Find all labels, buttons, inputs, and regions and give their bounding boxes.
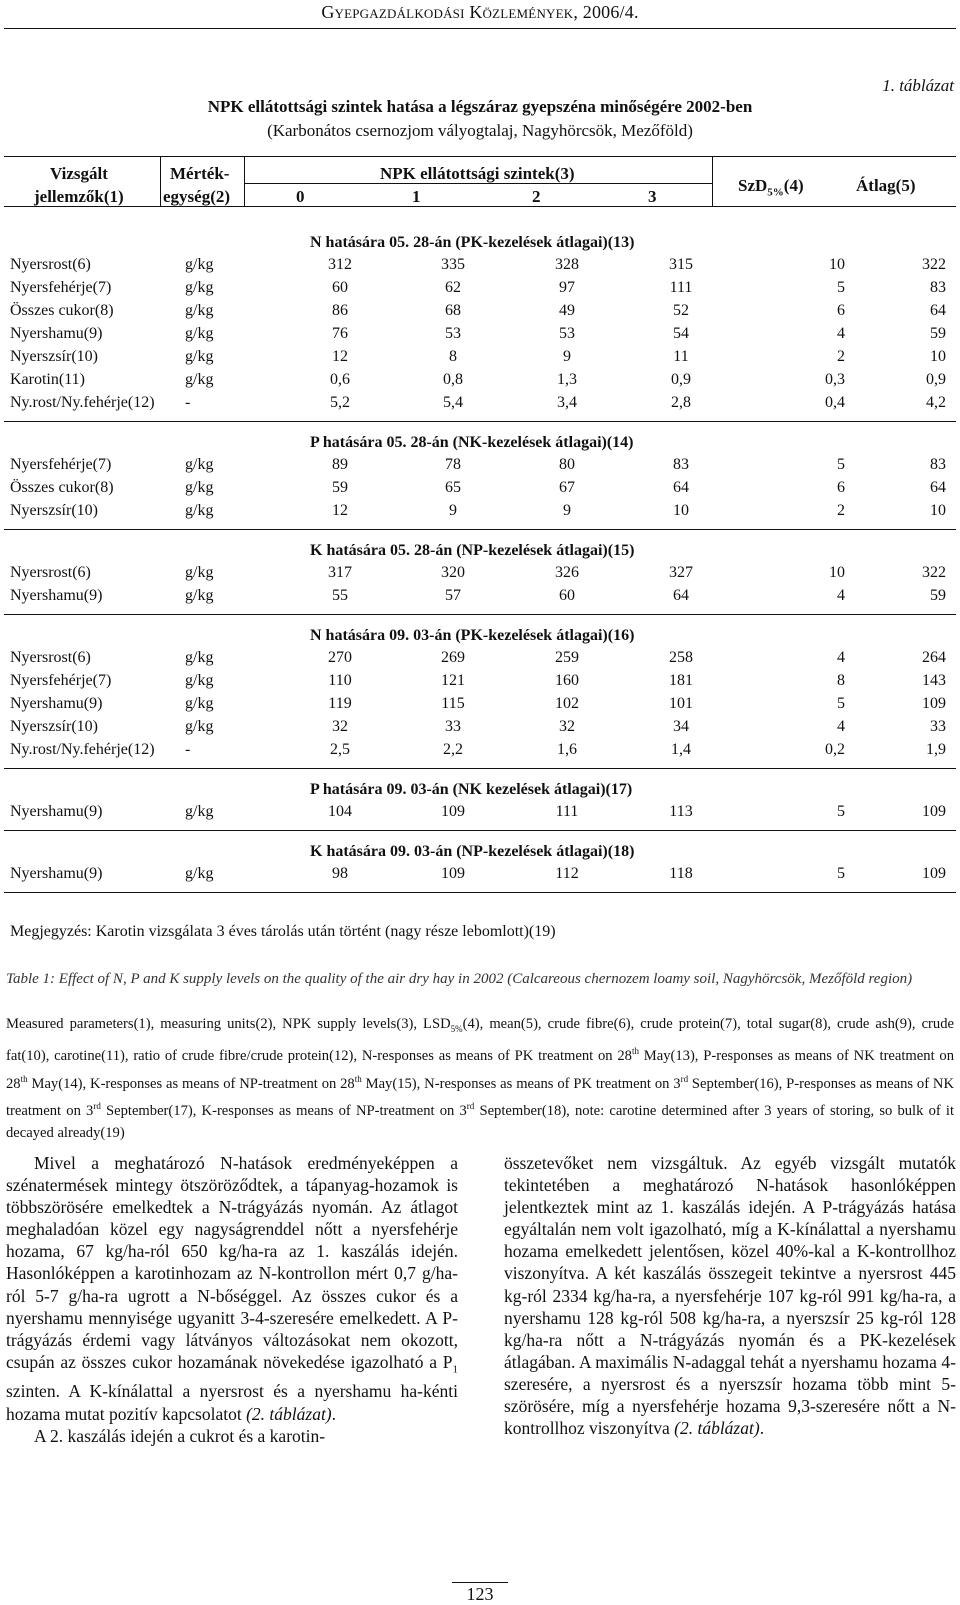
row-value-level-2: 111 bbox=[555, 803, 579, 820]
section-rule bbox=[4, 529, 956, 530]
row-value-level-2: 67 bbox=[559, 479, 575, 496]
row-parameter: Ny.rost/Ny.fehérje(12) bbox=[10, 741, 155, 758]
section-title-row bbox=[0, 540, 960, 562]
header-szd bbox=[738, 176, 804, 198]
row-value-level-0: 104 bbox=[328, 803, 352, 820]
row-unit: g/kg bbox=[185, 803, 214, 820]
body-p1-end: . bbox=[331, 1403, 337, 1424]
row-unit: g/kg bbox=[185, 256, 214, 273]
legend-sup-rd-2: rd bbox=[93, 1101, 101, 1112]
row-parameter: Nyersfehérje(7) bbox=[10, 279, 112, 296]
row-unit: g/kg bbox=[185, 371, 214, 388]
row-lsd: 6 bbox=[837, 302, 845, 319]
row-value-level-3: 11 bbox=[673, 348, 689, 365]
row-value-level-0: 2,5 bbox=[330, 741, 350, 758]
row-lsd: 4 bbox=[837, 325, 845, 342]
row-lsd: 4 bbox=[837, 718, 845, 735]
legend-part-b: (4), mean(5), crude fibre(6), crude protein(7), total sugar(8), crude ash(9), crude fat(10), carotine(11), ratio of crude fibre/crude protein(12), N-responses as means of PK treatment on 28 bbox=[6, 1016, 954, 1065]
legend-part-c: May(13), P-responses as means of NK treatment on 28 bbox=[6, 1048, 954, 1092]
row-average: 109 bbox=[922, 695, 946, 712]
table-row bbox=[0, 585, 960, 608]
row-value-level-2: 1,6 bbox=[557, 741, 577, 758]
row-value-level-2: 32 bbox=[559, 718, 575, 735]
row-lsd: 2 bbox=[837, 502, 845, 519]
row-value-level-0: 119 bbox=[328, 695, 352, 712]
body-p1-text-a: Mivel a meghatározó N-hatások eredményeképpen a szénatermések mintegy ötszöröződtek, a tápanyag-hozamok is többszörösére emelkedtek a N-trágyázás nyomán. Az átlagot meghaladóan közel egy nagyságrenddel nőtt a nyersfehérje hozama, 67 kg/ha-ról 650 kg/ha-ra az 1. kaszálás idején. Hasonlóképpen a karotinhozam az N-kontrollon mért 0,7 g/ha-ról 5-7 g/ha-ra ugrott a N-bőséggel. Az összes cukor és a nyershamu mennyisége ugyanitt 3-4-szeresére emelkedett. A P-trágyázás érdemi vagy látványos változásokat nem okozott, csupán az összes cukor hozamának növekedése igazolható a P bbox=[6, 1153, 458, 1372]
legend-sup-th-2: th bbox=[20, 1073, 28, 1084]
row-value-level-2: 53 bbox=[559, 325, 575, 342]
row-unit: g/kg bbox=[185, 649, 214, 666]
row-average: 83 bbox=[930, 279, 946, 296]
row-value-level-3: 34 bbox=[673, 718, 689, 735]
header-rule bbox=[4, 28, 956, 29]
row-value-level-2: 326 bbox=[555, 564, 579, 581]
section-rule bbox=[4, 614, 956, 615]
row-value-level-1: 68 bbox=[445, 302, 461, 319]
table-row bbox=[0, 277, 960, 300]
section-title-row bbox=[0, 432, 960, 454]
header-divider-1 bbox=[160, 157, 161, 206]
section-title-row bbox=[0, 779, 960, 801]
row-value-level-3: 64 bbox=[673, 587, 689, 604]
header-divider-3 bbox=[712, 157, 713, 206]
section-rule bbox=[4, 830, 956, 831]
table-row bbox=[0, 562, 960, 585]
body-paragraph-1 bbox=[6, 1152, 458, 1425]
header-col2-line2: egység(2) bbox=[163, 187, 231, 206]
legend-part-a: Measured parameters(1), measuring units(2), NPK supply levels(3), LSD bbox=[6, 1016, 451, 1032]
row-value-level-3: 64 bbox=[673, 479, 689, 496]
row-average: 1,9 bbox=[926, 741, 946, 758]
row-unit: g/kg bbox=[185, 672, 214, 689]
table-row bbox=[0, 693, 960, 716]
row-value-level-1: 269 bbox=[441, 649, 465, 666]
row-value-level-0: 0,6 bbox=[330, 371, 350, 388]
body-column-left bbox=[6, 1152, 458, 1447]
header-col1-line2: jellemzők(1) bbox=[34, 187, 124, 206]
row-lsd: 5 bbox=[837, 695, 845, 712]
row-value-level-2: 60 bbox=[559, 587, 575, 604]
row-value-level-1: 109 bbox=[441, 865, 465, 882]
section-title: P hatására 09. 03-án (NK kezelések átlagai)(17) bbox=[310, 781, 633, 798]
row-value-level-2: 160 bbox=[555, 672, 579, 689]
body-p3-end: . bbox=[759, 1418, 765, 1439]
row-parameter: Nyersrost(6) bbox=[10, 256, 91, 273]
row-lsd: 5 bbox=[837, 456, 845, 473]
row-unit: g/kg bbox=[185, 502, 214, 519]
row-value-level-0: 86 bbox=[332, 302, 348, 319]
section-rule bbox=[4, 421, 956, 422]
header-level-3: 3 bbox=[648, 187, 657, 206]
row-parameter: Összes cukor(8) bbox=[10, 302, 114, 319]
row-value-level-3: 111 bbox=[669, 279, 693, 296]
header-level-2: 2 bbox=[532, 187, 541, 206]
row-value-level-3: 327 bbox=[669, 564, 693, 581]
row-value-level-2: 328 bbox=[555, 256, 579, 273]
row-parameter: Nyersrost(6) bbox=[10, 564, 91, 581]
table-number: 1. táblázat bbox=[882, 76, 954, 95]
row-value-level-1: 335 bbox=[441, 256, 465, 273]
footer-rule bbox=[452, 1582, 508, 1583]
row-lsd: 4 bbox=[837, 649, 845, 666]
row-lsd: 0,3 bbox=[825, 371, 845, 388]
header-average: Átlag(5) bbox=[856, 176, 916, 195]
section-rule bbox=[4, 892, 956, 893]
table-row bbox=[0, 346, 960, 369]
row-lsd: 5 bbox=[837, 865, 845, 882]
row-parameter: Nyershamu(9) bbox=[10, 587, 103, 604]
row-unit: g/kg bbox=[185, 695, 214, 712]
row-value-level-1: 109 bbox=[441, 803, 465, 820]
row-unit: g/kg bbox=[185, 302, 214, 319]
row-parameter: Ny.rost/Ny.fehérje(12) bbox=[10, 394, 155, 411]
row-value-level-0: 59 bbox=[332, 479, 348, 496]
row-value-level-3: 54 bbox=[673, 325, 689, 342]
row-value-level-2: 1,3 bbox=[557, 371, 577, 388]
row-value-level-1: 320 bbox=[441, 564, 465, 581]
row-parameter: Nyersfehérje(7) bbox=[10, 672, 112, 689]
row-value-level-1: 33 bbox=[445, 718, 461, 735]
section-title-row bbox=[0, 841, 960, 863]
row-value-level-0: 12 bbox=[332, 348, 348, 365]
table-row bbox=[0, 863, 960, 886]
row-value-level-1: 65 bbox=[445, 479, 461, 496]
row-average: 59 bbox=[930, 325, 946, 342]
row-parameter: Nyerszsír(10) bbox=[10, 718, 98, 735]
table-title: NPK ellátottsági szintek hatása a légszáraz gyepszéna minőségére 2002-ben bbox=[207, 97, 753, 116]
row-average: 10 bbox=[930, 502, 946, 519]
row-value-level-1: 0,8 bbox=[443, 371, 463, 388]
row-value-level-3: 1,4 bbox=[671, 741, 691, 758]
row-average: 109 bbox=[922, 803, 946, 820]
row-lsd: 10 bbox=[829, 256, 845, 273]
legend-sup-th-1: th bbox=[631, 1046, 639, 1057]
row-value-level-2: 9 bbox=[563, 348, 571, 365]
body-paragraph-2: A 2. kaszálás idején a cukrot és a karotin- bbox=[34, 1425, 326, 1446]
body-p1-subscript: 1 bbox=[452, 1363, 458, 1376]
row-average: 10 bbox=[930, 348, 946, 365]
row-value-level-3: 118 bbox=[669, 865, 693, 882]
row-value-level-1: 115 bbox=[441, 695, 465, 712]
header-level-0: 0 bbox=[296, 187, 305, 206]
table-legend-english bbox=[6, 1013, 954, 1145]
section-rule bbox=[4, 768, 956, 769]
table-row bbox=[0, 254, 960, 277]
body-p1-table-ref: (2. táblázat) bbox=[246, 1403, 332, 1424]
table-row bbox=[0, 801, 960, 824]
legend-sup-th-3: th bbox=[354, 1073, 362, 1084]
row-parameter: Összes cukor(8) bbox=[10, 479, 114, 496]
table-header-bottom-rule bbox=[4, 206, 956, 207]
section-title: P hatására 05. 28-án (NK-kezelések átlagai)(14) bbox=[310, 434, 634, 451]
row-lsd: 0,2 bbox=[825, 741, 845, 758]
row-value-level-2: 3,4 bbox=[557, 394, 577, 411]
row-value-level-3: 113 bbox=[669, 803, 693, 820]
body-p3-table-ref: (2. táblázat) bbox=[674, 1418, 760, 1439]
row-value-level-1: 78 bbox=[445, 456, 461, 473]
row-lsd: 5 bbox=[837, 279, 845, 296]
table-subtitle: (Karbonátos csernozjom vályogtalaj, Nagyhörcsök, Mezőföld) bbox=[267, 121, 693, 140]
header-szd-base: SzD bbox=[738, 176, 768, 195]
row-value-level-3: 315 bbox=[669, 256, 693, 273]
row-average: 4,2 bbox=[926, 394, 946, 411]
row-value-level-2: 259 bbox=[555, 649, 579, 666]
row-parameter: Nyerszsír(10) bbox=[10, 348, 98, 365]
row-unit: g/kg bbox=[185, 279, 214, 296]
table-row bbox=[0, 392, 960, 415]
row-value-level-3: 52 bbox=[673, 302, 689, 319]
row-value-level-1: 53 bbox=[445, 325, 461, 342]
section-title: K hatására 09. 03-án (NP-kezelések átlagai)(18) bbox=[310, 843, 635, 860]
header-levels-title: NPK ellátottsági szintek(3) bbox=[380, 164, 575, 183]
row-value-level-0: 32 bbox=[332, 718, 348, 735]
row-unit: g/kg bbox=[185, 456, 214, 473]
section-title: N hatására 05. 28-án (PK-kezelések átlagai)(13) bbox=[310, 234, 635, 251]
row-value-level-0: 89 bbox=[332, 456, 348, 473]
section-title-row bbox=[0, 625, 960, 647]
table-row bbox=[0, 670, 960, 693]
row-unit: g/kg bbox=[185, 348, 214, 365]
legend-part-e: May(15), N-responses as means of PK treatment on 3 bbox=[361, 1075, 681, 1092]
row-value-level-1: 121 bbox=[441, 672, 465, 689]
row-value-level-0: 312 bbox=[328, 256, 352, 273]
row-parameter: Nyersrost(6) bbox=[10, 649, 91, 666]
row-value-level-2: 102 bbox=[555, 695, 579, 712]
row-value-level-2: 80 bbox=[559, 456, 575, 473]
legend-part-f: September(16), P-responses as means of NK treatment on 3 bbox=[6, 1075, 954, 1119]
row-value-level-3: 0,9 bbox=[671, 371, 691, 388]
header-levels-rule bbox=[244, 183, 712, 184]
table-note: Megjegyzés: Karotin vizsgálata 3 éves tárolás után történt (nagy része lebomlott)(19) bbox=[10, 923, 556, 940]
legend-sup-rd-3: rd bbox=[466, 1101, 475, 1112]
row-value-level-0: 270 bbox=[328, 649, 352, 666]
row-parameter: Nyersfehérje(7) bbox=[10, 456, 112, 473]
row-value-level-3: 2,8 bbox=[671, 394, 691, 411]
row-value-level-1: 5,4 bbox=[443, 394, 463, 411]
body-paragraph-3 bbox=[504, 1152, 956, 1439]
body-p1-text-b: szinten. A K-kínálattal a nyersrost és a nyershamu ha-kénti hozama mutat pozitív kapcsolatot bbox=[6, 1381, 458, 1424]
header-divider-2 bbox=[244, 157, 245, 206]
row-value-level-0: 76 bbox=[332, 325, 348, 342]
header-col1-line1: Vizsgált bbox=[50, 164, 108, 183]
row-value-level-0: 55 bbox=[332, 587, 348, 604]
row-unit: - bbox=[185, 394, 191, 411]
table-row bbox=[0, 716, 960, 739]
row-value-level-1: 8 bbox=[449, 348, 457, 365]
row-parameter: Nyershamu(9) bbox=[10, 695, 103, 712]
row-lsd: 6 bbox=[837, 479, 845, 496]
row-unit: g/kg bbox=[185, 564, 214, 581]
row-value-level-2: 9 bbox=[563, 502, 571, 519]
row-value-level-3: 181 bbox=[669, 672, 693, 689]
row-parameter: Nyerszsír(10) bbox=[10, 502, 98, 519]
row-value-level-0: 317 bbox=[328, 564, 352, 581]
header-szd-suffix: (4) bbox=[783, 176, 804, 195]
row-average: 109 bbox=[922, 865, 946, 882]
table-row bbox=[0, 369, 960, 392]
row-average: 322 bbox=[922, 564, 946, 581]
row-lsd: 8 bbox=[837, 672, 845, 689]
legend-part-g: September(17), K-responses as means of NP-treatment on 3 bbox=[100, 1102, 467, 1119]
table-top-rule bbox=[4, 156, 956, 157]
table-body bbox=[0, 232, 960, 903]
row-average: 264 bbox=[922, 649, 946, 666]
legend-part-h: September(18), note: carotine determined after 3 years of storing, so bulk of it decayed already(19) bbox=[6, 1102, 955, 1142]
body-p3-text: összetevőket nem vizsgáltuk. Az egyéb vizsgált mutatók tekintetében a meghatározó N-hatások hasonlóképpen jelentkeztek mint az 1. kaszálás idején. A P-trágyázás hatása egyáltalán nem volt igazolható, míg a K-kínálattal a nyershamu hozama emelkedett jelentősen, közel 40%-kal a K-kontrollhoz viszonyítva. A két kaszálás összegeit tekintve a nyersrost 445 kg-ról 2334 kg/ha-ra, a nyersfehérje 107 kg-ról 991 kg/ha-ra, a nyershamu 128 kg-ról 508 kg/ha-ra, a nyerszsír 25 kg-ról 128 kg/ha-ra nőtt a N-trágyázás nyomán és a PK-kezelések átlagában. A maximális N-adaggal tehát a nyershamu hozama 4-szeresére, a nyersrost és a nyerszsír hozama több mint 5-szörösére, míg a nyersfehérje hozama 9,3-szeresére nőtt a N-kontrollhoz viszonyítva bbox=[504, 1153, 956, 1439]
row-parameter: Nyershamu(9) bbox=[10, 325, 103, 342]
section-title: K hatására 05. 28-án (NP-kezelések átlagai)(15) bbox=[310, 542, 635, 559]
table-row bbox=[0, 739, 960, 762]
section-title: N hatására 09. 03-án (PK-kezelések átlagai)(16) bbox=[310, 627, 635, 644]
row-average: 0,9 bbox=[926, 371, 946, 388]
row-average: 64 bbox=[930, 302, 946, 319]
table-caption-english: Table 1: Effect of N, P and K supply levels on the quality of the air dry hay in 2002 (Calcareous chernozem loamy soil, Nagyhörcsök, Mezőföld region) bbox=[6, 971, 913, 987]
table-row bbox=[0, 477, 960, 500]
row-average: 33 bbox=[930, 718, 946, 735]
row-parameter: Karotin(11) bbox=[10, 371, 85, 388]
row-average: 322 bbox=[922, 256, 946, 273]
row-value-level-0: 110 bbox=[328, 672, 352, 689]
row-value-level-3: 83 bbox=[673, 456, 689, 473]
table-row bbox=[0, 454, 960, 477]
row-lsd: 0,4 bbox=[825, 394, 845, 411]
row-average: 64 bbox=[930, 479, 946, 496]
row-value-level-3: 101 bbox=[669, 695, 693, 712]
row-unit: g/kg bbox=[185, 587, 214, 604]
page-number: 123 bbox=[466, 1584, 494, 1604]
row-value-level-1: 2,2 bbox=[443, 741, 463, 758]
header-col2-line1: Mérték- bbox=[170, 164, 230, 183]
table-row bbox=[0, 500, 960, 523]
row-parameter: Nyershamu(9) bbox=[10, 803, 103, 820]
row-lsd: 10 bbox=[829, 564, 845, 581]
body-column-right bbox=[504, 1152, 956, 1439]
row-unit: g/kg bbox=[185, 865, 214, 882]
row-average: 143 bbox=[922, 672, 946, 689]
row-average: 83 bbox=[930, 456, 946, 473]
row-value-level-1: 57 bbox=[445, 587, 461, 604]
row-lsd: 2 bbox=[837, 348, 845, 365]
row-average: 59 bbox=[930, 587, 946, 604]
table-row bbox=[0, 323, 960, 346]
row-value-level-0: 98 bbox=[332, 865, 348, 882]
legend-part-d: May(14), K-responses as means of NP-treatment on 28 bbox=[27, 1075, 355, 1092]
row-value-level-3: 10 bbox=[673, 502, 689, 519]
table-row bbox=[0, 647, 960, 670]
row-value-level-2: 112 bbox=[555, 865, 579, 882]
row-unit: g/kg bbox=[185, 325, 214, 342]
header-level-1: 1 bbox=[412, 187, 421, 206]
row-value-level-0: 5,2 bbox=[330, 394, 350, 411]
row-lsd: 4 bbox=[837, 587, 845, 604]
row-lsd: 5 bbox=[837, 803, 845, 820]
legend-sup-rd-1: rd bbox=[680, 1073, 689, 1084]
row-value-level-3: 258 bbox=[669, 649, 693, 666]
section-title-row bbox=[0, 232, 960, 254]
row-parameter: Nyershamu(9) bbox=[10, 865, 103, 882]
row-unit: g/kg bbox=[185, 718, 214, 735]
row-value-level-0: 12 bbox=[332, 502, 348, 519]
running-head: Gyepgazdálkodási Közlemények, 2006/4. bbox=[321, 2, 639, 22]
row-value-level-2: 97 bbox=[559, 279, 575, 296]
header-szd-sub: 5% bbox=[767, 186, 784, 199]
row-value-level-1: 9 bbox=[449, 502, 457, 519]
row-value-level-2: 49 bbox=[559, 302, 575, 319]
row-unit: - bbox=[185, 741, 191, 758]
table-row bbox=[0, 300, 960, 323]
row-value-level-0: 60 bbox=[332, 279, 348, 296]
legend-lsd-sub: 5% bbox=[450, 1023, 463, 1034]
row-unit: g/kg bbox=[185, 479, 214, 496]
row-value-level-1: 62 bbox=[445, 279, 461, 296]
